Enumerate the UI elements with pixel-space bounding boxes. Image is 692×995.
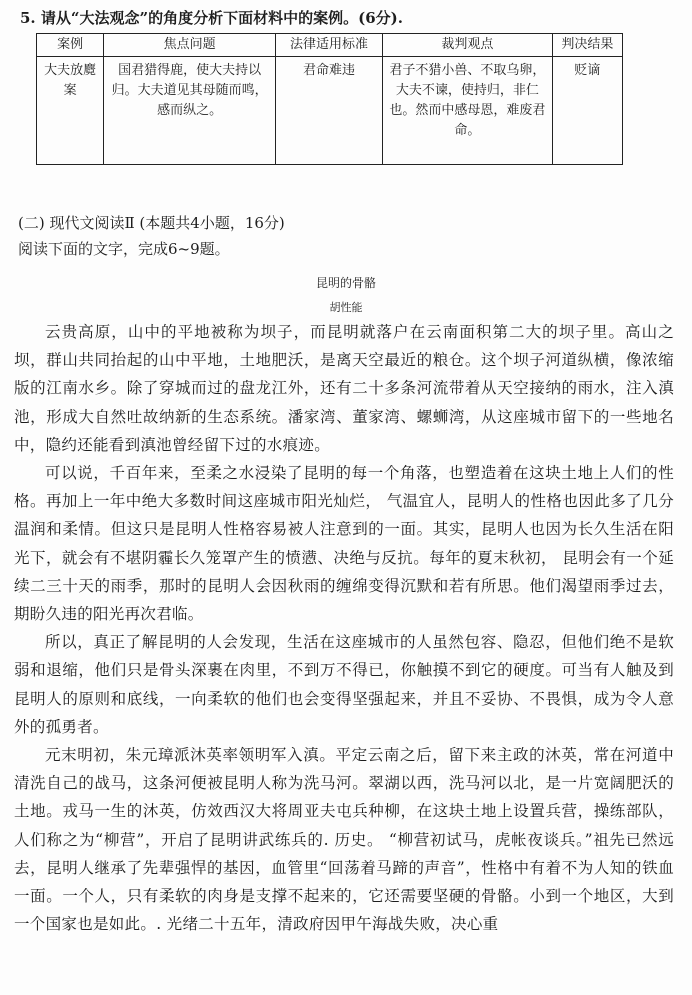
header-view: 裁判观点 bbox=[382, 34, 552, 57]
table-header-row bbox=[37, 34, 623, 57]
header-case: 案例 bbox=[37, 34, 104, 57]
paragraph-4: 元末明初，朱元璋派沐英率领明军入滇。平定云南之后，留下来主政的沐英，常在河道中清洗自己的战马，这条河便被昆明人称为洗马河。翠湖以西，洗马河以北，是一片宽阔肥沃的土地。戎马一生的沐英，仿效西汉大将周亚夫屯兵种柳，在这块土地上设置兵营，操练部队，人们称之为“柳营”，开启了昆明讲武练兵的. 历史。 “柳营初试马，虎帐夜谈兵。”祖先已然远去，昆明人继承了先辈强悍的基因，血管里“回荡着马蹄的声音”，性格中有着不为人知的铁血一面。一个人，只有柔软的肉身是支撑不起来的，它还需要坚硬的骨骼。小到一个地区，大到一个国家也是如此。. 光绪二十五年，清政府因甲午海战失败，决心重 bbox=[14, 746, 674, 934]
table-row bbox=[37, 57, 623, 165]
header-issue: 焦点问题 bbox=[104, 34, 276, 57]
case-table bbox=[36, 33, 623, 165]
cell-case: 大夫放麑案 bbox=[37, 57, 104, 165]
article-title: 昆明的骨骼 bbox=[315, 276, 376, 290]
paragraph-1: 云贵高原，山中的平地被称为坝子，而昆明就落户在云南面积第二大的坝子里。高山之坝，群山共同抬起的山中平地，土地肥沃，是离天空最近的粮仓。这个坝子河道纵横，像浓缩版的江南水乡。除了穿城而过的盘龙江外，还有二十多条河流带着从天空接纳的雨水，注入滇池，形成大自然吐故纳新的生态系统。潘家湾、董家湾、螺蛳湾，从这座城市留下的一些地名中，隐约还能看到滇池曾经留下过的水痕迹。 bbox=[14, 323, 674, 454]
paragraph-2: 可以说，千百年来，至柔之水浸染了昆明的每一个角落，也塑造着在这块土地上人们的性格。再加上一年中绝大多数时间这座城市阳光灿烂， 气温宜人，昆明人的性格也因此多了几分温润和柔情。但这只是昆明人性格容易被人注意到的一面。其实，昆明人也因为长久生活在阳光下，就会有不堪阴霾长久笼罩产生的愤懑、决绝与反抗。每年的夏末秋初， 昆明会有一个延续二三十天的雨季，那时的昆明人会因秋雨的缠绵变得沉默和若有所思。他们渴望雨季过去，期盼久违的阳光再次君临。 bbox=[14, 464, 674, 624]
question-5: 5. 请从“大法观念”的角度分析下面材料中的案例。(6分). bbox=[20, 9, 403, 27]
header-standard: 法律适用标准 bbox=[276, 34, 383, 57]
header-result: 判决结果 bbox=[552, 34, 622, 57]
cell-result: 贬谪 bbox=[552, 57, 622, 165]
paragraph-3: 所以，真正了解昆明的人会发现，生活在这座城市的人虽然包容、隐忍，但他们绝不是软弱和退缩，他们只是骨头深裹在肉里，不到万不得已，你触摸不到它的硬度。可当有人触及到昆明人的原则和底线，一向柔软的他们也会变得坚强起来，并且不妥协、不畏惧，成为令人意外的孤勇者。 bbox=[14, 633, 674, 736]
cell-issue: 国君猎得鹿，使大夫持以归。大夫道见其母随而鸣，感而纵之。 bbox=[104, 57, 276, 165]
reading-instruction: 阅读下面的文字，完成6~9题。 bbox=[18, 240, 230, 258]
section-heading: (二) 现代文阅读Ⅱ (本题共4小题，16分) bbox=[18, 214, 285, 232]
cell-view: 君子不猎小兽、不取乌卵，大夫不谏，使持归，非仁也。然而中感母恩，难废君命。 bbox=[382, 57, 552, 165]
cell-standard: 君命难违 bbox=[276, 57, 383, 165]
article-author: 胡性能 bbox=[329, 301, 363, 314]
article-body bbox=[14, 318, 674, 938]
